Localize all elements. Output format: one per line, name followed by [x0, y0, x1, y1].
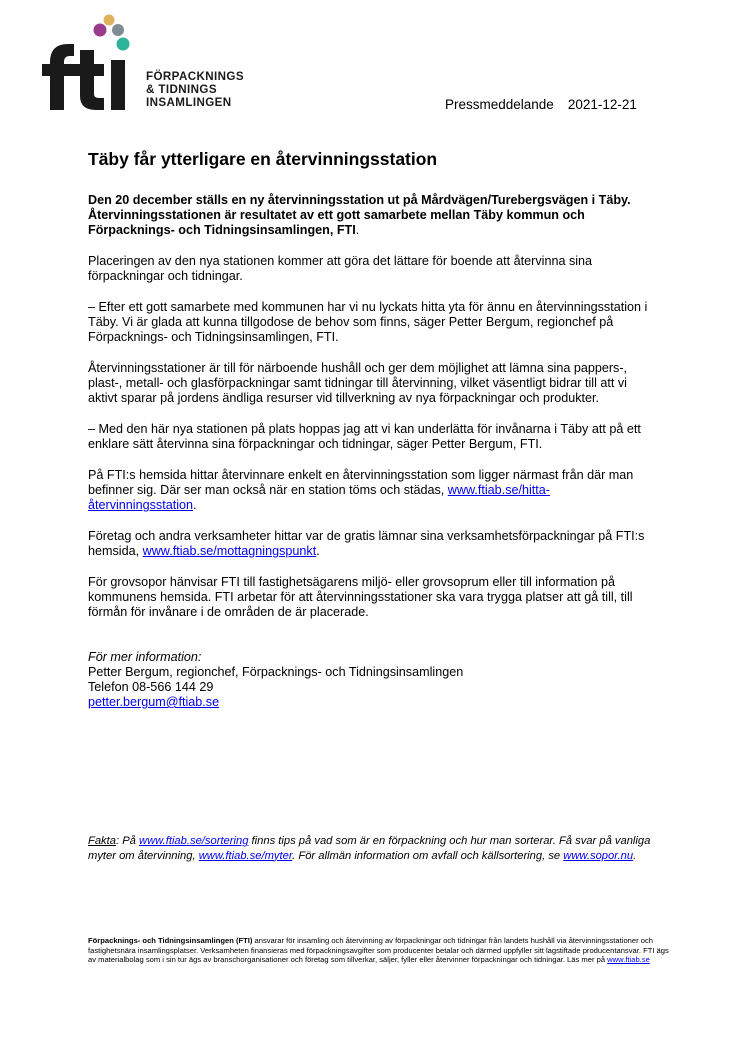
- logo-dot-purple: [94, 24, 107, 37]
- logo-letter-i: [111, 60, 125, 110]
- sorting-link[interactable]: www.ftiab.se/sortering: [139, 835, 249, 847]
- paragraph-5-end: .: [193, 498, 197, 512]
- logo-line-3: INSAMLINGEN: [146, 96, 232, 109]
- paragraph-7: För grovsopor hänvisar FTI till fastighetsägarens miljö- eller grovsoprum eller till information på kommunens hemsida. FTI arbetar för att återvinningsstationer ska vara trygga platser att gå till, till förmån för invånare i de områden de är placerade.: [88, 575, 633, 619]
- paragraph-5: [88, 468, 658, 513]
- document-date: 2021-12-21: [567, 97, 637, 112]
- fakta-text-1: : På: [115, 835, 139, 847]
- fakta-label: Fakta: [88, 835, 116, 847]
- contact-block: [88, 650, 658, 710]
- footer-org-name: Förpacknings- och Tidningsinsamlingen (FTI): [88, 936, 253, 945]
- fakta-box: [88, 834, 663, 863]
- paragraph-6-text: Företag och andra verksamheter hittar var de gratis lämnar sina verksamhetsförpackningar på FTI:s hemsida,: [88, 529, 645, 558]
- logo-line-2: & TIDNINGS: [146, 83, 217, 96]
- logo-dot-gray: [112, 24, 124, 36]
- logo-f-bar: [42, 64, 52, 76]
- contact-phone: Telefon 08-566 144 29: [88, 680, 214, 694]
- paragraph-3: Återvinningsstationer är till för närboende hushåll och ger dem möjlighet att lämna sina pappers-, plast-, metall- och glasförpackningar samt tidningar till återvinning, vilket väsentligt bidrar till att vi aktivt sparar på jordens ändliga resurser vid tillverkning av nya förpackningar och produkter.: [88, 361, 628, 405]
- press-release-body: [88, 148, 658, 710]
- lead-text: Den 20 december ställs en ny återvinningsstation ut på Mårdvägen/Turebergsvägen i Täby. Återvinningsstationen är resultatet av ett gott samarbete mellan Täby kommun och Förpacknings- och Tidningsinsamlingen, FTI: [88, 193, 631, 237]
- logo-dot-teal: [117, 38, 130, 51]
- footer-about: [88, 936, 678, 965]
- myths-link[interactable]: www.ftiab.se/myter: [198, 849, 293, 862]
- paragraph-2: – Efter ett gott samarbete med kommunen har vi nu lyckats hitta yta för ännu en återvinningsstation i Täby. Vi är glada att kunna tillgodose de behov som finns, säger Petter Bergum, regionchef på Förpacknings- och Tidningsinsamlingen, FTI.: [88, 300, 648, 344]
- logo-line-1: FÖRPACKNINGS: [146, 70, 244, 83]
- fakta-text-4: .: [633, 849, 637, 862]
- document-meta: [445, 97, 637, 112]
- find-station-link[interactable]: www.ftiab.se/hitta-återvinningsstation: [88, 483, 550, 512]
- logo-letter-f: [50, 44, 74, 110]
- reception-point-link[interactable]: www.ftiab.se/mottagningspunkt: [142, 544, 317, 558]
- lead-paragraph: [88, 193, 658, 238]
- logo-letter-t: [74, 50, 104, 110]
- fakta-text-3: . För allmän information om avfall och källsortering, se: [292, 849, 564, 862]
- paragraph-6-end: .: [316, 544, 320, 558]
- logo-dot-yellow: [104, 15, 115, 26]
- contact-email-link[interactable]: petter.bergum@ftiab.se: [88, 695, 220, 709]
- paragraph-5-text: På FTI:s hemsida hittar återvinnare enkelt en återvinningsstation som ligger närmast från där man befinner sig. Där ser man också när en station töms och städas,: [88, 468, 634, 497]
- paragraph-6: [88, 529, 658, 559]
- lead-end: .: [355, 223, 360, 237]
- page-title: Täby får ytterligare en återvinningsstation: [88, 149, 438, 169]
- fti-logo-mark: [42, 14, 142, 114]
- paragraph-1: Placeringen av den nya stationen kommer att göra det lättare för boende att återvinna sina förpackningar och tidningar.: [88, 254, 593, 283]
- footer-text: ansvarar för insamling och återvinning av förpackningar och tidningar från landets hushåll via återvinningsstationer och fastighetsnära insamlingsplatser. Verksamheten finansieras med förpackningsavgifter som producenter betalar och därmed uppfyller sitt lagstiftade producentansvar. FTI ägs av materialbolag som i sin tur ägs av branschorganisationer och företag som tillverkar, säljer, fyller eller återvinner förpackningar och tidningar. Läs mer på: [88, 936, 669, 965]
- sopor-link[interactable]: www.sopor.nu: [563, 849, 634, 862]
- fti-logo: [42, 14, 272, 119]
- contact-heading: För mer information:: [88, 650, 202, 664]
- fakta-text-2: finns tips på vad som är en förpackning och hur man sorterar. Få svar på vanliga myter om återvinning,: [88, 835, 651, 862]
- footer-website-link[interactable]: www.ftiab.se: [607, 955, 650, 965]
- logo-subtitle: [146, 70, 244, 109]
- document-type: Pressmeddelande: [445, 97, 554, 112]
- paragraph-4: – Med den här nya stationen på plats hoppas jag att vi kan underlätta för invånarna i Täby att på ett enklare sätt återvinna sina förpackningar och tidningar, säger Petter Bergum, FTI.: [88, 422, 641, 451]
- contact-name: Petter Bergum, regionchef, Förpacknings- och Tidningsinsamlingen: [88, 665, 464, 679]
